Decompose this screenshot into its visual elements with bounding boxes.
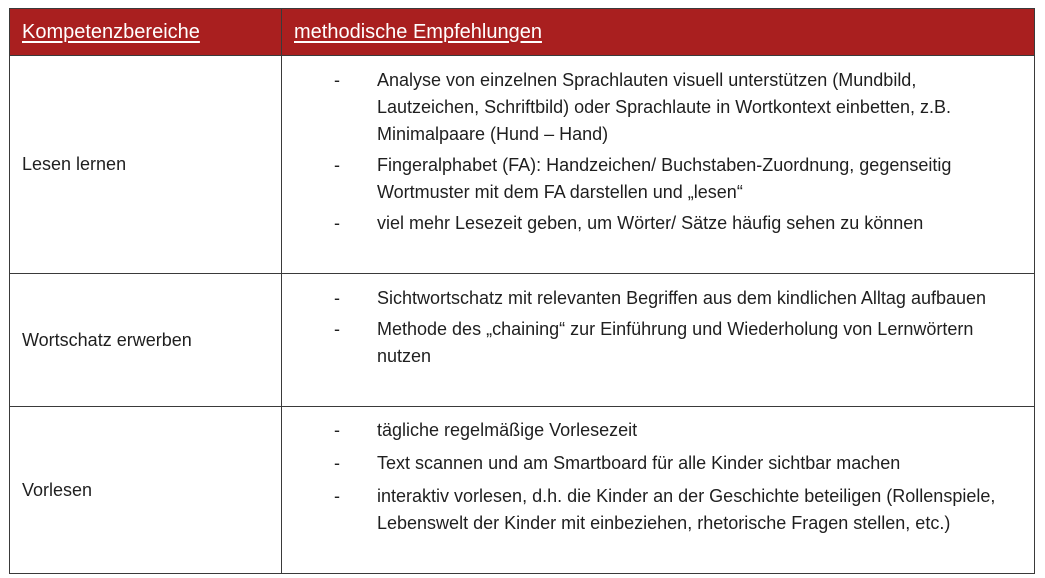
table-row-vorlesen — [10, 407, 1034, 573]
header-kompetenzbereiche: Kompetenzbereiche — [22, 21, 200, 43]
list-item — [282, 483, 1034, 537]
row-label: Vorlesen — [22, 479, 93, 500]
table-row-wortschatz-erwerben — [10, 274, 1034, 407]
recommendation-list — [282, 407, 1034, 537]
list-item — [282, 450, 1034, 477]
bullet-dash: - — [334, 420, 340, 440]
list-item — [282, 210, 1034, 237]
item-text: interaktiv vorlesen, d.h. die Kinder an der Geschichte beteiligen (Rollenspiele, Lebenswelt der Kinder mit einbeziehen, rhetorische Fragen stellen, etc.) — [377, 486, 996, 533]
table-header — [10, 9, 1034, 56]
bullet-dash: - — [334, 213, 340, 233]
bullet-dash: - — [334, 155, 340, 175]
header-methodische-empfehlungen: methodische Empfehlungen — [294, 21, 542, 43]
item-text: Analyse von einzelnen Sprachlauten visuell unterstützen (Mundbild, Lautzeichen, Schriftbild) oder Sprachlaute in Wortkontext einbetten, z.B. Minimalpaare (Hund – Hand) — [377, 70, 951, 144]
recommendations-table — [9, 8, 1035, 574]
item-text: tägliche regelmäßige Vorlesezeit — [377, 420, 638, 440]
table-row-lesen-lernen — [10, 56, 1034, 274]
bullet-dash: - — [334, 70, 340, 90]
bullet-dash: - — [334, 453, 340, 473]
bullet-dash: - — [334, 288, 340, 308]
list-item — [282, 67, 1034, 148]
item-text: viel mehr Lesezeit geben, um Wörter/ Sätze häufig sehen zu können — [377, 213, 924, 233]
list-item — [282, 316, 1034, 370]
column-divider — [281, 9, 282, 55]
recommendation-list — [282, 56, 1034, 237]
row-label: Wortschatz erwerben — [22, 329, 192, 350]
recommendation-list — [282, 274, 1034, 370]
item-text: Text scannen und am Smartboard für alle Kinder sichtbar machen — [377, 453, 901, 473]
item-text: Sichtwortschatz mit relevanten Begriffen aus dem kindlichen Alltag aufbauen — [377, 288, 987, 308]
list-item — [282, 417, 1034, 444]
bullet-dash: - — [334, 319, 340, 339]
bullet-dash: - — [334, 486, 340, 506]
list-item — [282, 152, 1034, 206]
row-label: Lesen lernen — [22, 154, 127, 174]
item-text: Methode des „chaining“ zur Einführung und Wiederholung von Lernwörtern nutzen — [377, 319, 974, 366]
list-item — [282, 285, 1034, 312]
item-text: Fingeralphabet (FA): Handzeichen/ Buchstaben-Zuordnung, gegenseitig Wortmuster mit dem FA darstellen und „lesen“ — [377, 155, 952, 202]
